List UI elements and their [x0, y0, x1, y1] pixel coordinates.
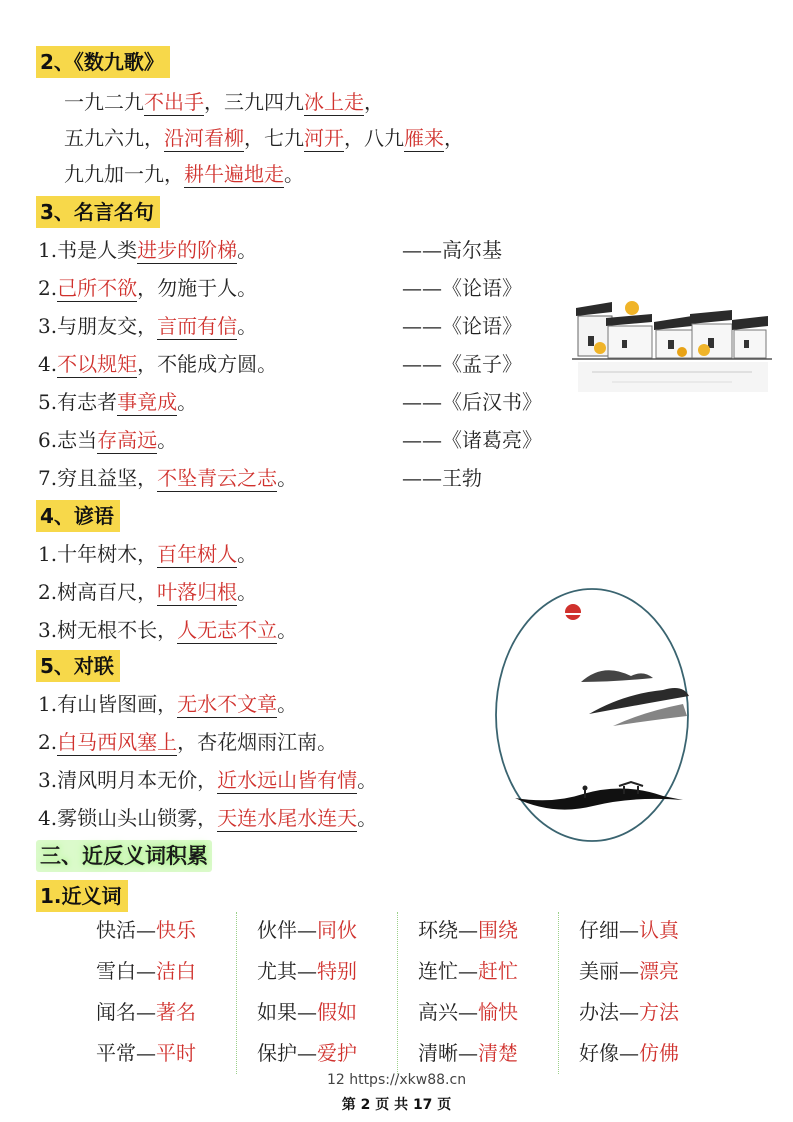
- answer: 进步的阶梯: [137, 238, 238, 262]
- text: 。: [237, 580, 258, 604]
- answer: 人无志不立: [177, 618, 278, 642]
- answer: 河开: [304, 126, 344, 150]
- synonym-answer: 仿佛: [639, 1041, 679, 1065]
- text: ，三九四九: [204, 90, 304, 114]
- text: 2.: [38, 276, 58, 300]
- synonym-answer: 愉快: [478, 1000, 518, 1024]
- quote-source: ——《孟子》: [402, 352, 522, 376]
- synonym-pair: [257, 951, 407, 992]
- synonym-column: [579, 910, 729, 1074]
- text: 。: [157, 428, 178, 452]
- poem-line-1: [64, 86, 384, 118]
- synonym-pair: [418, 1033, 568, 1074]
- quote-source: ——《诸葛亮》: [402, 428, 542, 452]
- synonym-pair: [96, 910, 246, 951]
- list-item: [38, 234, 257, 266]
- synonym-pair: [257, 910, 407, 951]
- text: ，: [364, 90, 384, 114]
- section-title-synonyms: 1.近义词: [36, 880, 128, 912]
- quote-source: ——《后汉书》: [402, 390, 542, 414]
- synonym-pair: [96, 992, 246, 1033]
- synonym-pair: [579, 951, 729, 992]
- list-item: [38, 462, 297, 494]
- text: 2.树高百尺，: [38, 580, 158, 604]
- word: 清晰—: [418, 1041, 478, 1065]
- text: ，七九: [244, 126, 304, 150]
- list-item: [38, 726, 337, 758]
- synonym-answer: 爱护: [317, 1041, 357, 1065]
- synonym-pair: [96, 1033, 246, 1074]
- synonym-answer: 著名: [156, 1000, 196, 1024]
- text: 。: [237, 542, 258, 566]
- list-item: [38, 802, 377, 834]
- word: 好像—: [579, 1041, 639, 1065]
- synonym-column: [257, 910, 407, 1074]
- word: 办法—: [579, 1000, 639, 1024]
- text: 1.有山皆图画，: [38, 692, 178, 716]
- text: 5.有志者: [38, 390, 118, 414]
- text: 4.雾锁山头山锁雾，: [38, 806, 218, 830]
- footer-page-number: 第 2 页 共 17 页: [341, 1097, 452, 1113]
- synonym-answer: 洁白: [156, 959, 196, 983]
- answer: 不坠青云之志: [157, 466, 278, 490]
- text: 。: [177, 390, 198, 414]
- word: 高兴—: [418, 1000, 478, 1024]
- answer: 不出手: [144, 90, 204, 114]
- word: 仔细—: [579, 918, 639, 942]
- word: 连忙—: [418, 959, 478, 983]
- word: 环绕—: [418, 918, 478, 942]
- ink-landscape-oval-icon: [493, 586, 691, 844]
- answer: 不以规矩: [57, 352, 138, 376]
- synonym-pair: [579, 1033, 729, 1074]
- section-title-quotes: 3、名言名句: [36, 196, 160, 228]
- answer: 存高远: [97, 428, 158, 452]
- answer: 耕牛遍地走: [184, 162, 284, 186]
- synonym-pair: [257, 992, 407, 1033]
- text: ，: [444, 126, 464, 150]
- list-item: [38, 386, 197, 418]
- synonym-pair: [579, 910, 729, 951]
- text: 。: [277, 618, 298, 642]
- ink-painting-village-icon: [572, 296, 772, 406]
- synonym-answer: 平时: [156, 1041, 196, 1065]
- synonym-answer: 假如: [317, 1000, 357, 1024]
- synonym-pair: [257, 1033, 407, 1074]
- text: ，八九: [344, 126, 404, 150]
- footer-url: 12 https://xkw88.cn: [326, 1072, 467, 1088]
- text: 3.与朋友交，: [38, 314, 158, 338]
- text: 。: [284, 162, 304, 186]
- text: ，勿施于人。: [137, 276, 258, 300]
- text: 。: [277, 692, 298, 716]
- word: 平常—: [96, 1041, 156, 1065]
- word: 美丽—: [579, 959, 639, 983]
- text: ，不能成方圆。: [137, 352, 278, 376]
- answer: 白马西风塞上: [57, 730, 178, 754]
- synonym-pair: [418, 910, 568, 951]
- synonym-pair: [418, 992, 568, 1033]
- word: 如果—: [257, 1000, 317, 1024]
- section-title-proverbs: 4、谚语: [36, 500, 120, 532]
- answer: 叶落归根: [157, 580, 238, 604]
- list-item: [38, 576, 257, 608]
- text: 。: [237, 314, 258, 338]
- quote-source: ——高尔基: [402, 238, 502, 262]
- list-item: [38, 614, 297, 646]
- text: 6.志当: [38, 428, 98, 452]
- list-item: [38, 538, 257, 570]
- text: 3.树无根不长，: [38, 618, 178, 642]
- synonym-answer: 认真: [639, 918, 679, 942]
- list-item: [38, 272, 257, 304]
- synonym-pair: [418, 951, 568, 992]
- list-item: [38, 688, 297, 720]
- list-item: [38, 424, 177, 456]
- section-title-couplets: 5、对联: [36, 650, 120, 682]
- text: 。: [357, 768, 378, 792]
- synonym-answer: 同伙: [317, 918, 357, 942]
- synonym-column: [418, 910, 568, 1074]
- text: 1.十年树木，: [38, 542, 158, 566]
- answer: 百年树人: [157, 542, 238, 566]
- text: 1.书是人类: [38, 238, 138, 262]
- answer: 近水远山皆有情: [217, 768, 358, 792]
- text: 一九二九: [64, 90, 144, 114]
- synonym-column: [96, 910, 246, 1074]
- list-item: [38, 310, 257, 342]
- quote-source: ——王勃: [402, 466, 482, 490]
- text: 2.: [38, 730, 58, 754]
- answer: 言而有信: [157, 314, 238, 338]
- synonym-answer: 清楚: [478, 1041, 518, 1065]
- poem-line-2: [64, 122, 464, 154]
- word: 闻名—: [96, 1000, 156, 1024]
- quote-source: ——《论语》: [402, 314, 522, 338]
- quote-source: ——《论语》: [402, 276, 522, 300]
- synonym-answer: 快乐: [156, 918, 196, 942]
- list-item: [38, 764, 377, 796]
- section-title-synonyms-antonyms: 三、近反义词积累: [36, 840, 212, 872]
- text: ，杏花烟雨江南。: [177, 730, 338, 754]
- word: 尤其—: [257, 959, 317, 983]
- answer: 天连水尾水连天: [217, 806, 358, 830]
- word: 快活—: [96, 918, 156, 942]
- synonym-answer: 围绕: [478, 918, 518, 942]
- text: 五九六九，: [64, 126, 164, 150]
- answer: 己所不欲: [57, 276, 138, 300]
- section-title-shujiu: 2、《数九歌》: [36, 46, 170, 78]
- text: 。: [277, 466, 298, 490]
- poem-line-3: [64, 158, 304, 190]
- text: 4.: [38, 352, 58, 376]
- synonym-pair: [96, 951, 246, 992]
- word: 伙伴—: [257, 918, 317, 942]
- text: 3.清风明月本无价，: [38, 768, 218, 792]
- list-item: [38, 348, 277, 380]
- word: 雪白—: [96, 959, 156, 983]
- synonym-answer: 方法: [639, 1000, 679, 1024]
- answer: 冰上走: [304, 90, 364, 114]
- word: 保护—: [257, 1041, 317, 1065]
- text: 7.穷且益坚，: [38, 466, 158, 490]
- synonym-answer: 漂亮: [639, 959, 679, 983]
- answer: 事竟成: [117, 390, 178, 414]
- synonym-answer: 赶忙: [478, 959, 518, 983]
- text: 九九加一九，: [64, 162, 184, 186]
- answer: 雁来: [404, 126, 444, 150]
- text: 。: [357, 806, 378, 830]
- answer: 沿河看柳: [164, 126, 244, 150]
- text: 。: [237, 238, 258, 262]
- answer: 无水不文章: [177, 692, 278, 716]
- synonym-pair: [579, 992, 729, 1033]
- synonym-answer: 特别: [317, 959, 357, 983]
